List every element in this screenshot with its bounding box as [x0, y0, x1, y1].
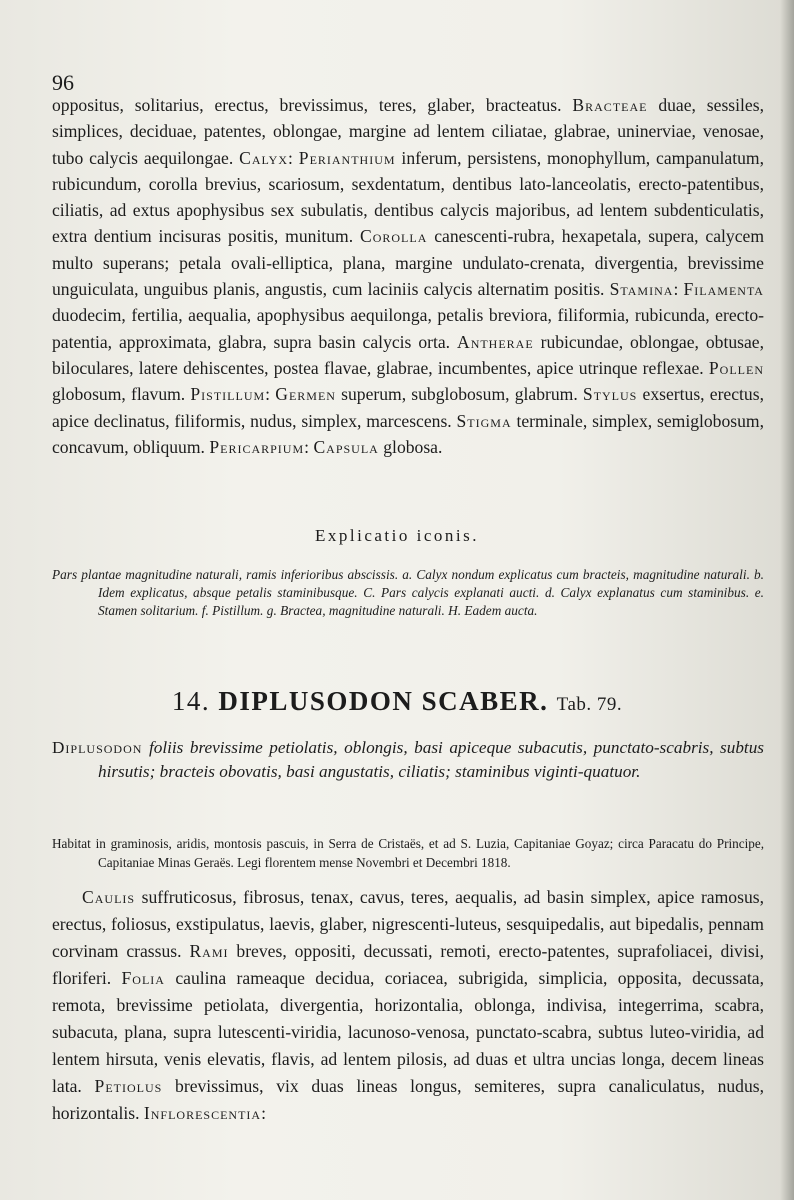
text-run: :: [288, 147, 299, 168]
section-term: Pistillum: [190, 384, 266, 405]
explicatio-iconis-text: Pars plantae magnitudine naturali, ramis inferioribus abscissis. a. Calyx nondum explicatus cum bracteis, magnitudine naturali. b. Idem explicatus, absque petalis staminibusque. C. Pars calycis explanati aucti. d. Calyx explanatus cum staminibus. e. Stamen solitarium. f. Pistillum. g. Bractea, magnitudine naturali. H. Eadem aucta.: [52, 567, 764, 618]
section-term: Inflorescentia: [143, 1103, 262, 1123]
text-run: globosa.: [378, 436, 443, 457]
description-paragraph: [52, 92, 764, 460]
diagnosis-genus: Diplusodon: [52, 738, 143, 757]
text-run: brevissimus, vix duas lineas longus, semiteres, supra canaliculatus, nudus, horizontalis.: [52, 1076, 764, 1123]
section-term: Caulis: [82, 887, 136, 907]
section-term: Pollen: [708, 357, 764, 378]
species-diagnosis: [52, 736, 764, 784]
explicatio-heading: Explicatio iconis.: [315, 526, 479, 545]
section-term: Folia: [121, 968, 165, 988]
text-run: oppositus, solitarius, erectus, brevissimus, teres, glaber, bracteatus.: [52, 95, 573, 115]
text-run: terminale, simplex, semiglobosum, concavum, obliquum.: [52, 410, 765, 457]
text-run: superum, subglobosum, glabrum.: [335, 384, 583, 405]
section-term: Capsula: [313, 436, 379, 457]
caulis-description-paragraph: [52, 884, 764, 1127]
species-heading: [0, 686, 794, 717]
section-term: Stylus: [582, 384, 638, 405]
text-run: canescenti-rubra, hexapetala, supera, calycem multo superans; petala ovali-elliptica, plana, margine undulato-crenata, divergentia, brevissime unguiculata, unguibus planis, angustis, cum laciniis calycis alternatim positis.: [52, 226, 765, 300]
habitat-note: Habitat in graminosis, aridis, montosis pascuis, in Serra de Cristaës, et ad S. Luzia, Capitaniae Goyaz; circa Paracatu do Principe, Capitaniae Minas Geraës. Legi florentem mense Novembri et Decembri 1818.: [52, 836, 764, 870]
plate-reference: Tab. 79.: [556, 694, 623, 715]
species-name: DIPLUSODON SCABER.: [218, 686, 549, 716]
diagnosis-text: foliis brevissime petiolatis, oblongis, basi apiceque subacutis, punctato-scabris, subtus hirsutis; bracteis obovatis, basi angustatis, ciliatis; staminibus viginti-quatuor.: [98, 738, 764, 781]
text-run: exsertus, erectus, apice declinatus, filiformis, nudus, simplex, marcescens.: [52, 384, 764, 431]
text-run: duae, sessiles, simplices, deciduae, patentes, oblongae, margine ad lentem ciliatae, glabrae, uninerviae, venosae, tubo calycis aequilongae.: [52, 95, 764, 168]
text-run: duodecim, fertilia, aequalia, apophysibus aequilonga, petalis breviora, filiformia, rubicunda, erecto-patentia, approximata, glabra, supra basin calycis orta.: [52, 305, 764, 352]
text-run: caulina rameaque decidua, coriacea, subrigida, simplicia, opposita, decussata, remota, brevissime petiolata, divergentia, horizontalia, oblonga, indivisa, integerrima, scabra, subacuta, plana, supra lutescenti-viridia, lacunoso-venosa, punctato-scabra, subtus luteo-viridia, ad lentem hirsuta, venis elevatis, flavis, ad lentem pilosis, ad duas et ultra uncias longa, decem lineas lata.: [52, 968, 764, 1096]
section-term: Bracteae: [572, 95, 648, 115]
text-run: rubicundae, oblongae, obtusae, biloculares, latere dehiscentes, postea flavae, glabrae, incumbentes, apice utrinque reflexae.: [52, 331, 764, 378]
section-term: Antherae: [456, 331, 534, 352]
section-term: Pericarpium: [209, 436, 305, 457]
section-term: Stigma: [456, 410, 512, 431]
section-term: Stamina: [609, 279, 674, 300]
text-run: inferum, persistens, monophyllum, campanulatum, rubicundum, corolla brevius, scariosum, sexdentatum, dentibus lato-lanceolatis, erecto-patentibus, ciliatis, ad extus apophysibus sex subulatis, dentibus calycis majoribus, ad lentem subdenticulatis, extra dentium incisuras positis, munitum.: [52, 147, 765, 247]
text-run: :: [261, 1103, 266, 1123]
page-number: 96: [52, 70, 74, 95]
text-run: suffruticosus, fibrosus, tenax, cavus, teres, aequalis, ad basin simplex, apice ramosus, erectus, foliosus, exstipulatus, laevis, glaber, nigrescenti-luteus, sesquipedalis, aut bipedalis, pennam corvinam crassus.: [52, 887, 764, 961]
section-term: Germen: [275, 384, 336, 405]
text-run: globosum, flavum.: [52, 384, 191, 405]
section-term: Calyx: [239, 147, 289, 168]
section-term: Perianthium: [298, 147, 396, 168]
section-term: Filamenta: [683, 279, 764, 300]
text-run: :: [265, 384, 276, 405]
text-run: :: [304, 436, 314, 457]
text-run: breves, oppositi, decussati, remoti, erecto-patentes, suprafoliacei, divisi, floriferi.: [52, 941, 764, 988]
section-term: Petiolus: [94, 1076, 163, 1096]
page-edge-shadow: [780, 0, 794, 1200]
species-number: 14.: [171, 686, 211, 716]
section-term: Rami: [189, 941, 229, 961]
section-term: Corolla: [359, 226, 428, 247]
text-run: :: [673, 279, 684, 300]
